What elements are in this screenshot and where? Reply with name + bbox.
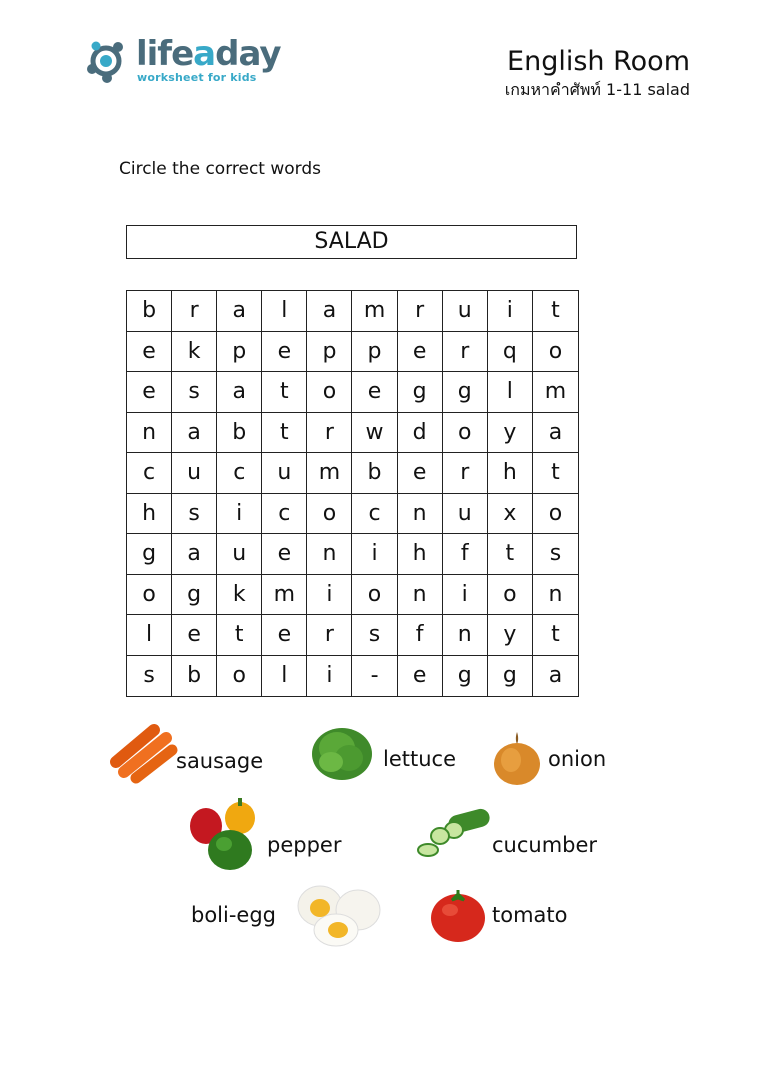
grid-cell[interactable]: t [533,291,578,332]
grid-cell[interactable]: n [533,575,578,616]
grid-cell[interactable]: g [127,534,172,575]
puzzle-title: SALAD [126,225,577,259]
grid-cell[interactable]: s [172,494,217,535]
word-tomato: tomato [492,903,568,927]
grid-cell[interactable]: g [443,656,488,697]
grid-cell[interactable]: i [352,534,397,575]
grid-cell[interactable]: u [443,494,488,535]
grid-cell[interactable]: r [172,291,217,332]
grid-cell[interactable]: e [352,372,397,413]
grid-cell[interactable]: h [398,534,443,575]
grid-cell[interactable]: d [398,413,443,454]
grid-cell[interactable]: e [262,615,307,656]
grid-cell[interactable]: x [488,494,533,535]
grid-cell[interactable]: t [262,413,307,454]
grid-cell[interactable]: n [127,413,172,454]
grid-cell[interactable]: r [398,291,443,332]
grid-cell[interactable]: e [262,332,307,373]
grid-cell[interactable]: r [307,615,352,656]
grid-cell[interactable]: u [217,534,262,575]
grid-cell[interactable]: l [262,656,307,697]
word-lettuce: lettuce [383,747,456,771]
grid-cell[interactable]: n [398,494,443,535]
grid-cell[interactable]: r [307,413,352,454]
grid-cell[interactable]: a [172,413,217,454]
sausage-icon [106,722,178,784]
grid-cell[interactable]: m [262,575,307,616]
grid-cell[interactable]: r [443,453,488,494]
logo-tagline: worksheet for kids [137,71,257,84]
logo-name: lifeaday [136,34,281,74]
word-pepper: pepper [267,833,342,857]
grid-cell[interactable]: k [217,575,262,616]
grid-cell[interactable]: e [127,332,172,373]
onion-icon [489,728,545,788]
word-cucumber: cucumber [492,833,598,857]
grid-cell[interactable]: u [262,453,307,494]
grid-cell[interactable]: l [127,615,172,656]
grid-cell[interactable]: p [307,332,352,373]
grid-cell[interactable]: e [398,332,443,373]
word-sausage: sausage [176,749,264,773]
page-title: English Room [507,46,690,77]
grid-cell[interactable]: n [307,534,352,575]
grid-cell[interactable]: o [533,494,578,535]
grid-cell[interactable]: p [217,332,262,373]
grid-cell[interactable]: k [172,332,217,373]
grid-cell[interactable]: o [488,575,533,616]
grid-cell[interactable]: i [443,575,488,616]
grid-cell[interactable]: b [217,413,262,454]
grid-cell[interactable]: u [172,453,217,494]
logo-icon [84,36,134,86]
grid-cell[interactable]: g [488,656,533,697]
lettuce-icon [307,722,377,784]
grid-cell[interactable]: e [127,372,172,413]
boiled-egg-icon [292,880,384,950]
grid-cell[interactable]: o [352,575,397,616]
grid-cell[interactable]: t [488,534,533,575]
grid-cell[interactable]: o [443,413,488,454]
cucumber-icon [414,804,494,864]
grid-cell[interactable]: t [217,615,262,656]
grid-cell[interactable]: n [398,575,443,616]
grid-cell[interactable]: e [398,656,443,697]
grid-cell[interactable]: - [352,656,397,697]
grid-cell[interactable]: w [352,413,397,454]
grid-cell[interactable]: c [127,453,172,494]
grid-cell[interactable]: m [307,453,352,494]
grid-cell[interactable]: m [533,372,578,413]
grid-cell[interactable]: l [262,291,307,332]
grid-cell[interactable]: t [533,453,578,494]
grid-cell[interactable]: q [488,332,533,373]
grid-cell[interactable]: a [548,663,563,689]
grid-cell[interactable]: i [217,494,262,535]
grid-cell[interactable]: u [443,291,488,332]
grid-cell[interactable]: o [217,656,262,697]
grid-cell[interactable]: y [488,413,533,454]
grid-cell[interactable]: s [127,656,172,697]
grid-cell[interactable]: a [533,413,578,454]
grid-cell[interactable]: s [352,615,397,656]
word-onion: onion [548,747,607,771]
grid-cell[interactable]: f [443,534,488,575]
grid-cell[interactable]: c [352,494,397,535]
logo [84,34,284,90]
grid-cell[interactable]: p [352,332,397,373]
grid-cell[interactable]: i [307,656,352,697]
grid-cell[interactable]: a [217,291,262,332]
grid-cell[interactable]: a [217,372,262,413]
grid-cell[interactable]: c [262,494,307,535]
grid-cell[interactable]: i [488,291,533,332]
grid-cell[interactable]: y [488,615,533,656]
grid-cell[interactable]: e [262,534,307,575]
grid-cell[interactable]: f [398,615,443,656]
grid-cell[interactable]: b [127,291,172,332]
grid-cell[interactable]: s [533,534,578,575]
grid-cell[interactable]: r [443,332,488,373]
grid-cell[interactable]: b [172,656,217,697]
grid-cell[interactable]: o [307,494,352,535]
instruction: Circle the correct words [119,159,322,179]
grid-cell[interactable]: h [127,494,172,535]
grid-cell[interactable]: e [172,615,217,656]
grid-cell[interactable]: l [488,372,533,413]
grid-cell[interactable]: o [127,575,172,616]
pepper-icon [186,796,266,876]
grid-cell[interactable]: o [307,372,352,413]
grid-cell[interactable]: c [217,453,262,494]
grid-cell[interactable]: a [307,291,352,332]
grid-cell[interactable]: s [172,372,217,413]
page-subtitle: เกมหาคำศัพท์ 1-11 salad [504,80,690,99]
grid-cell[interactable]: i [307,575,352,616]
grid-cell[interactable]: m [352,291,397,332]
grid-cell[interactable]: e [398,453,443,494]
grid-cell[interactable]: t [262,372,307,413]
grid-cell[interactable]: a [172,534,217,575]
grid-cell[interactable]: g [172,575,217,616]
word-boli-egg: boli-egg [191,903,277,927]
grid-cell[interactable]: g [443,372,488,413]
grid-cell[interactable]: h [488,453,533,494]
word-search-grid [126,290,579,697]
grid-cell[interactable]: b [352,453,397,494]
tomato-icon [428,886,488,944]
grid-cell[interactable]: o [533,332,578,373]
grid-cell[interactable]: g [398,372,443,413]
grid-cell[interactable]: t [533,615,578,656]
grid-cell[interactable]: n [443,615,488,656]
